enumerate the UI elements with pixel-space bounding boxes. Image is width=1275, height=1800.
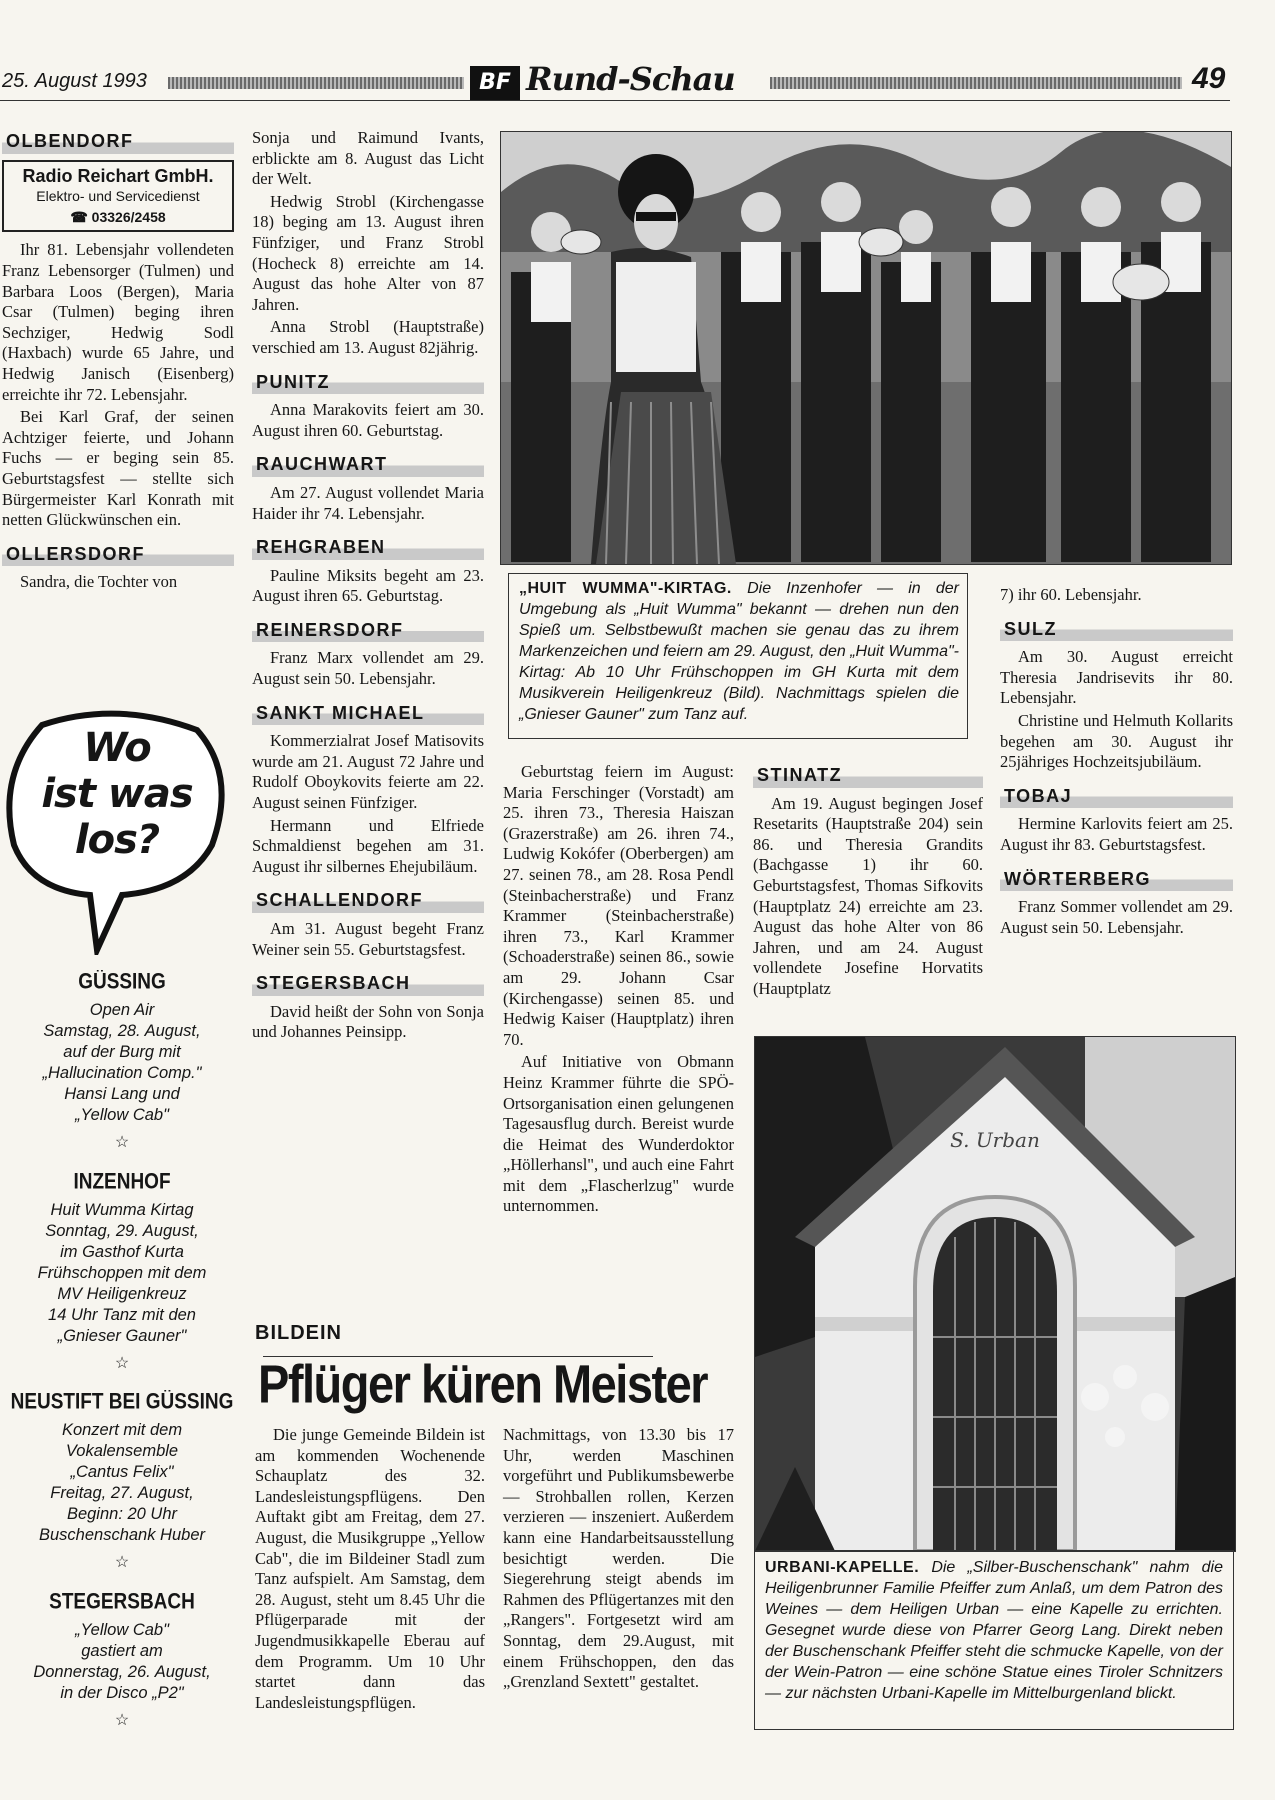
paragraph: 7) ihr 60. Lebensjahr. [1000, 585, 1142, 604]
event-place: GÜSSING [78, 970, 166, 995]
star-icon: ☆ [114, 1355, 130, 1372]
column-2 [252, 128, 484, 1043]
paragraph: Bei Karl Graf, der seinen Achtziger feierte, und Johann Fuchs — er beging sein 85. Geburtstagsfest — stellte sich Bürgermeister Karl Konrath mit netten Glückwünschen ein. [2, 407, 234, 530]
paragraph: Kommerzialrat Josef Matisovits wurde am 21. August 72 Jahre und Rudolf Oboykovits feierte am 22. August seinen Fünfziger. [252, 731, 484, 813]
bubble-line-3: los? [74, 817, 160, 863]
heading-stegersbach: STEGERSBACH [252, 970, 484, 996]
paragraph: Pauline Miksits begeht am 23. August ihren 65. Geburtstag. [252, 565, 484, 606]
chapel-sign: S. Urban [950, 1128, 1040, 1152]
event-place: NEUSTIFT BEI GÜSSING [10, 1390, 234, 1415]
paragraph: Anna Strobl (Hauptstraße) verschied am 13. August 82jährig. [252, 317, 484, 357]
column-4 [753, 762, 983, 1000]
event-line: „Yellow Cab" [75, 1106, 169, 1124]
event-line: „Cantus Felix" [70, 1463, 174, 1481]
event-guessing [2, 960, 242, 1152]
caption-text: Die „Silber-Buschenschank" nahm die Heiligenbrunner Familie Pfeiffer zum Anlaß, um dem Patron des Weines — dem Heiligen Urban — eine Kapelle zu errichten. Gesegnet wurde diese von Pfarrer Georg Lang. Direkt neben der Buschenschank Pfeiffer steht die schmucke Kapelle, von der der Wein-Patron — eine schöne Statue eines Tiroler Schnitzers — zur nächsten Urbani-Kapelle im Mittelburgenland blickt. [765, 1559, 1223, 1702]
header-bar-right [770, 77, 1182, 89]
heading-tobaj: TOBAJ [1000, 783, 1233, 809]
event-line: auf der Burg mit [63, 1043, 181, 1061]
event-line: Freitag, 27. August, [50, 1484, 194, 1502]
paragraph: Geburtstag feiern im August: Maria Ferschinger (Vorstadt) am 25. ihren 73., Theresia Haiszan (Grazerstraße) am 26. ihren 74., Ludwig Kokófer (Oberbergen) am 27. seinen 78., am 28. Rosa Pendl (Steinbacherstraße) und Franz Krammer (Steinbacherstraße) ihren 73., Karl Krammer (Schoaderstraße) seinen 86., sowie am 29. Johann Csar (Kirchengasse) seinen 85. und Hedwig Kaiser (Hauptplatz) ihren 70. [503, 762, 734, 1049]
headline-pflueger: Pflüger küren Meister [258, 1353, 708, 1415]
caption-title: „HUIT WUMMA"-KIRTAG. [519, 580, 732, 597]
paragraph: Die junge Gemeinde Bildein ist am kommenden Wochenende Schauplatz des 32. Landesleistungspflügens. Den Auftakt gibt am Freitag, dem 27. August, die Musikgruppe „Yellow Cab", die im Bildeiner Stadl zum Tanz aufspielt. Am Samstag, dem 28. August, steht um 8.45 Uhr die Pflügerparade mit der Jugendmusikkapelle Eberau auf dem Programm. Um 10 Uhr startet dann das Landesleistungspflügen. [255, 1425, 485, 1712]
paragraph: Franz Sommer vollendet am 29. August sein 50. Lebensjahr. [1000, 897, 1233, 937]
event-line: in der Disco „P2" [60, 1684, 184, 1702]
heading-sankt-michael: SANKT MICHAEL [252, 700, 484, 726]
event-line: MV Heiligenkreuz [57, 1285, 187, 1303]
heading-rehgraben: REHGRABEN [252, 534, 484, 560]
header-bar-left [168, 77, 464, 89]
event-line: Huit Wumma Kirtag [50, 1201, 194, 1219]
bubble-line-1: Wo [83, 725, 151, 771]
heading-schallendorf: SCHALLENDORF [252, 887, 484, 913]
photo-urbani-kapelle [754, 1036, 1236, 1552]
star-icon: ☆ [114, 1554, 130, 1571]
event-line: Donnerstag, 26. August, [33, 1663, 211, 1681]
paragraph: Hermine Karlovits feiert am 25. August ihr 83. Geburtstagsfest. [1000, 814, 1233, 854]
event-line: Vokalensemble [65, 1442, 179, 1460]
paragraph: Franz Marx vollendet am 29. August sein 50. Lebensjahr. [252, 648, 484, 689]
page-number: 49 [1192, 62, 1226, 95]
paragraph: Hedwig Strobl (Kirchengasse 18) beging am 13. August ihren Fünfziger, und Franz Strobl (Hocheck 8) erreichte am 14. August das hohe Alter von 87 Jahren. [252, 191, 484, 314]
event-line: gastiert am [81, 1642, 163, 1660]
heading-ollersdorf: OLLERSDORF [2, 541, 234, 567]
events-list [2, 960, 242, 1750]
event-line: „Gnieser Gauner" [57, 1327, 187, 1345]
column-3 [503, 762, 734, 1217]
photo-musikverein [500, 131, 1232, 565]
heading-olbendorf: OLBENDORF [2, 128, 234, 154]
ad-subtitle: Elektro- und Servicedienst [36, 188, 200, 205]
section-title: Rund-Schau [526, 60, 735, 98]
wo-ist-was-los-bubble [2, 705, 232, 955]
ad-title: Radio Reichart GmbH. [22, 165, 214, 186]
issue-date: 25. August 1993 [2, 70, 147, 92]
event-line: Frühschoppen mit dem [37, 1264, 207, 1282]
section-label: BILDEIN [255, 1322, 342, 1344]
paragraph: Auf Initiative von Obmann Heinz Krammer führte die SPÖ-Ortsorganisation einen gelungenen Tagesausflug durch. Bereist wurde die Heimat des Wunderdoktor „Höllerhansl", und auch eine Fahrt mit dem „Flascherlzug" wurde unternommen. [503, 1052, 734, 1216]
paragraph: Am 27. August vollendet Maria Haider ihr 74. Lebensjahr. [252, 482, 484, 523]
ad-radio-reichart [2, 160, 234, 233]
event-line: Open Air [89, 1001, 155, 1019]
chapel-photo-illustration [755, 1037, 1235, 1551]
paragraph: Am 19. August begingen Josef Resetarits (Hauptstraße 204) sein 86. und Theresia Grandits (Bachgasse 1) ihr 60. Geburtstagsfest, Thomas Sifkovits (Hauptplatz 24) erreichte am 23. August das hohe Alter von 86 Jahren, und am 24. August vollendete Josefine Horvatits (Hauptplatz [753, 793, 983, 998]
paragraph: Sandra, die Tochter von [20, 572, 178, 592]
column-1 [2, 128, 234, 593]
heading-stinatz: STINATZ [753, 762, 983, 788]
event-line: Hansi Lang und [64, 1085, 180, 1103]
event-stegersbach [2, 1580, 242, 1730]
event-line: Buschenschank Huber [38, 1526, 205, 1544]
paragraph: Anna Marakovits feiert am 30. August ihren 60. Geburtstag. [252, 400, 484, 440]
paragraph: Sonja und Raimund Ivants, erblickte am 8. August das Licht der Welt. [252, 128, 484, 189]
ad-phone: ☎ 03326/2458 [70, 208, 166, 225]
heading-rauchwart: RAUCHWART [252, 451, 484, 477]
paragraph: David heißt der Sohn von Sonja und Johannes Peinsipp. [252, 1001, 484, 1042]
event-line: 14 Uhr Tanz mit den [48, 1306, 196, 1324]
star-icon: ☆ [114, 1712, 130, 1729]
paragraph: Ihr 81. Lebensjahr vollendeten Franz Lebensorger (Tulmen) und Barbara Loos (Bergen), Maria Csar (Tulmen) beging ihren Sechziger, Hedwig Sodl (Haxbach) wurde 65 Jahre, und Hedwig Janisch (Eisenberg) erreichte ihr 72. Lebensjahr. [2, 240, 234, 404]
caption-text: Die Inzenhofer — in der Umgebung als „Huit Wumma" bekannt — drehen nun den Spieß um. Selbstbewußt machen sie genau das zu ihrem Markenzeichen und feiern am 29. August, den „Huit Wumma"-Kirtag: Ab 10 Uhr Frühschoppen im GH Kurta mit dem Musikverein Heiligenkreuz (Bild). Nachmittags spielen die „Gnieser Gauner" zum Tanz auf. [519, 580, 960, 723]
paragraph: Am 31. August begeht Franz Weiner sein 55. Geburtstagsfest. [252, 919, 484, 959]
bildein-column-b [503, 1425, 734, 1693]
heading-sulz: SULZ [1000, 616, 1233, 642]
bf-logo: BF [470, 66, 520, 100]
event-neustift [2, 1380, 242, 1572]
caption-huit-wumma [508, 573, 968, 739]
caption-title: URBANI-KAPELLE. [765, 1559, 920, 1576]
band-photo-illustration [501, 132, 1231, 564]
event-line: Beginn: 20 Uhr [66, 1505, 178, 1523]
event-line: Samstag, 28. August, [43, 1022, 201, 1040]
column-5 [1000, 585, 1233, 938]
paragraph: Hermann und Elfriede Schmaldienst begehen am 31. August ihr silbernes Ehejubiläum. [252, 815, 484, 876]
heading-punitz: PUNITZ [252, 369, 484, 395]
event-line: Sonntag, 29. August, [45, 1222, 199, 1240]
event-line: Konzert mit dem [61, 1421, 183, 1439]
paragraph: Nachmittags, von 13.30 bis 17 Uhr, werden Maschinen vorgeführt und Publikumsbewerbe — Strohballen rollen, Kerzen verzieren — inszeniert. Außerdem kann eine Handarbeitsausstellung besichtigt werden. Die Siegerehrung steigt abends im Rahmen des Pflügertanzes mit den „Rangers". Fortgesetzt wird am Sonntag, dem 29.August, mit einem Frühschoppen, den das „Grenzland Sextett" gestaltet. [503, 1425, 734, 1692]
event-place: INZENHOF [73, 1170, 171, 1195]
event-place: STEGERSBACH [49, 1590, 195, 1615]
bildein-column-a [255, 1425, 485, 1713]
heading-woerterberg: WÖRTERBERG [1000, 866, 1233, 892]
event-line: „Yellow Cab" [75, 1621, 169, 1639]
event-line: im Gasthof Kurta [60, 1243, 184, 1261]
header-rule [0, 100, 1230, 101]
event-line: „Hallucination Comp." [42, 1064, 202, 1082]
paragraph: Christine und Helmuth Kollarits begehen am 30. August ihr 25jähriges Hochzeitsjubiläum. [1000, 710, 1233, 772]
event-inzenhof [2, 1160, 242, 1373]
heading-reinersdorf: REINERSDORF [252, 617, 484, 643]
paragraph: Am 30. August erreicht Theresia Jandrisevits ihr 80. Lebensjahr. [1000, 647, 1233, 708]
caption-urbani-kapelle [754, 1550, 1234, 1730]
star-icon: ☆ [114, 1134, 130, 1151]
bubble-line-2: ist was [41, 771, 193, 817]
